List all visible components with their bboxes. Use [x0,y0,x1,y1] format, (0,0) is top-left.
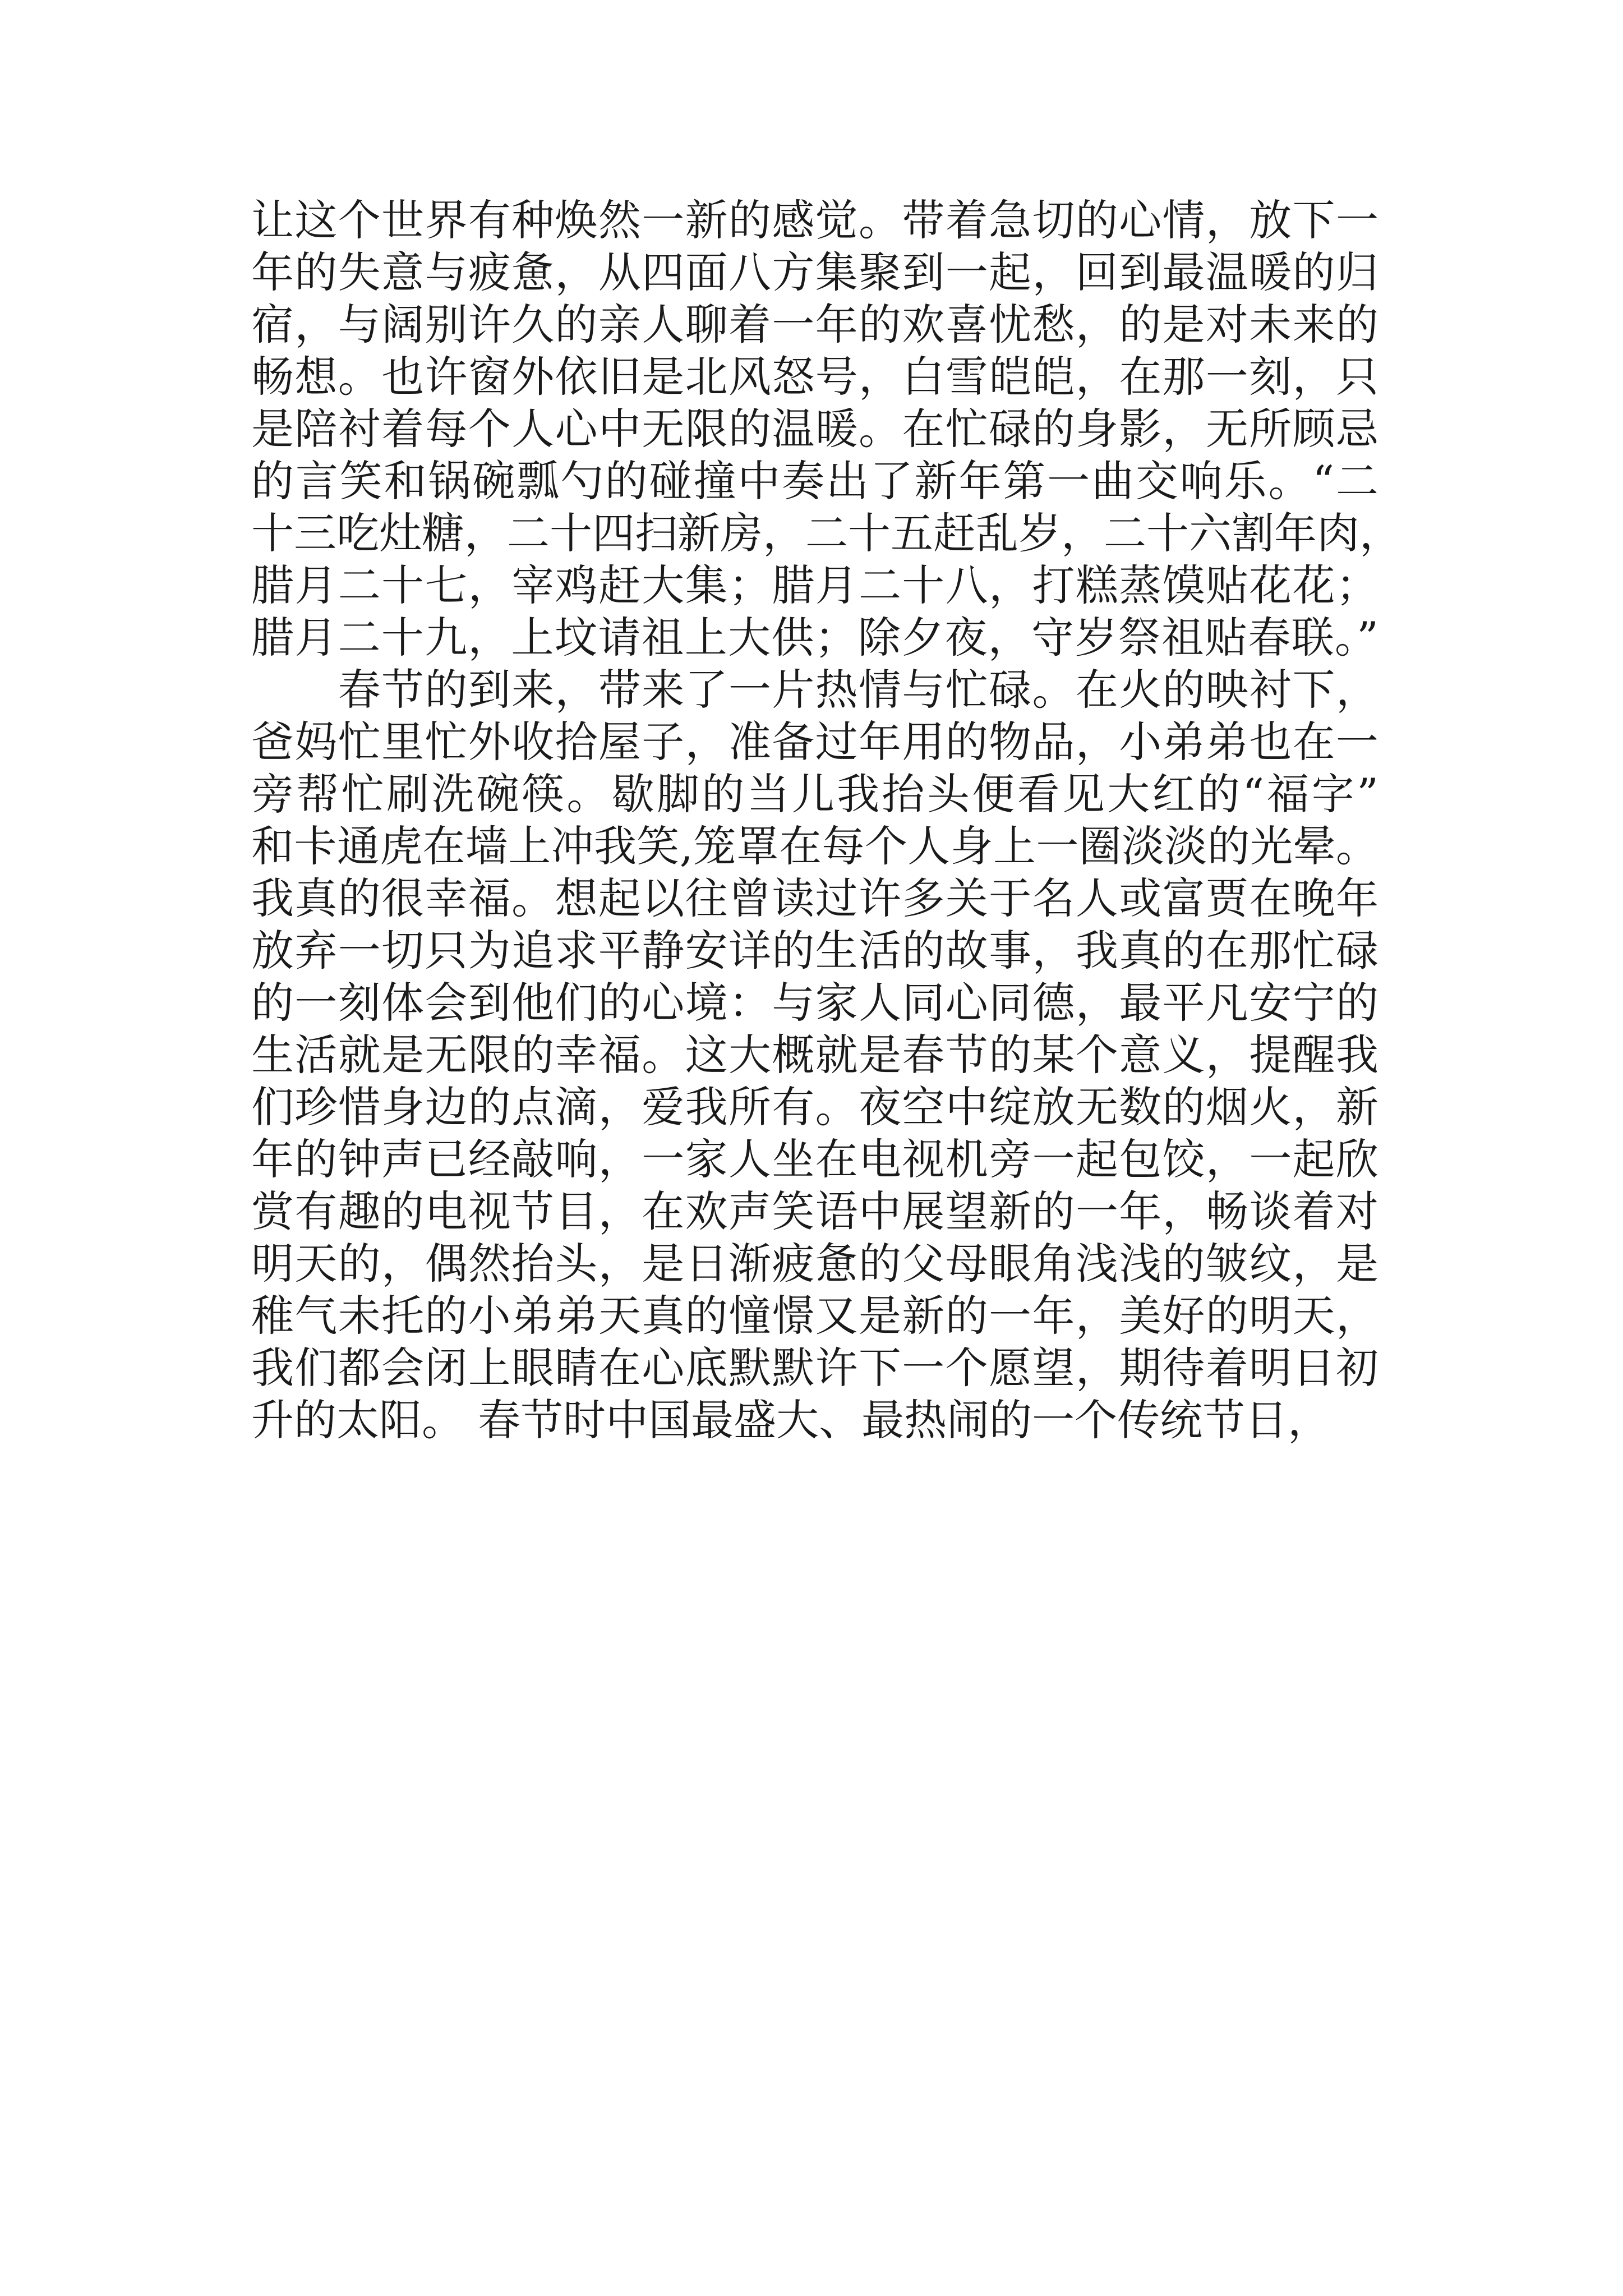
text-line: 赏有趣的电视节目，在欢声笑语中展望新的一年，畅谈着对 [251,1186,1378,1236]
text-line: 我们都会闭上眼睛在心底默默许下一个愿望，期待着明日初 [251,1343,1378,1393]
text-line: 十三吃灶糖，二十四扫新房，二十五赶乱岁，二十六割年肉， [251,508,1402,558]
text-line: 腊月二十九，上坟请祖上大供；除夕夜，守岁祭祖贴春联。” [251,613,1378,662]
text-line: 的一刻体会到他们的心境：与家人同心同德，最平凡安宁的 [251,978,1378,1028]
paragraph-start-line: 春节的到来，带来了一片热情与忙碌。在火的映衬下， [251,665,1378,715]
text-line: 我真的很幸福。想起以往曾读过许多关于名人或富贾在晚年 [251,873,1378,923]
body-text [251,194,1402,1446]
text-line: 生活就是无限的幸福。这大概就是春节的某个意义，提醒我 [251,1030,1378,1080]
text-line: 腊月二十七，宰鸡赶大集；腊月二十八，打糕蒸馍贴花花； [251,560,1378,610]
text-line: 年的钟声已经敲响，一家人坐在电视机旁一起包饺，一起欣 [251,1134,1378,1184]
text-line: 畅想。也许窗外依旧是北风怒号，白雪皑皑，在那一刻，只 [251,352,1378,402]
text-line: 宿，与阔别许久的亲人聊着一年的欢喜忧愁，的是对未来的 [251,300,1378,349]
text-line: 是陪衬着每个人心中无限的温暖。在忙碌的身影，无所顾忌 [251,404,1378,454]
text-line: 让这个世界有种焕然一新的感觉。带着急切的心情，放下一 [251,195,1378,245]
text-line: 升的太阳。 春节时中国最盛大、最热闹的一个传统节日， [251,1395,1331,1445]
text-line: 旁帮忙刷洗碗筷。歇脚的当儿我抬头便看见大红的“福字” [251,769,1378,819]
text-line: 和卡通虎在墙上冲我笑,笼罩在每个人身上一圈淡淡的光晕。 [251,821,1378,871]
text-line: 稚气未托的小弟弟天真的憧憬又是新的一年，美好的明天， [251,1291,1378,1341]
text-line: 年的失意与疲惫，从四面八方集聚到一起，回到最温暖的归 [251,247,1378,297]
text-line: 明天的，偶然抬头，是日渐疲惫的父母眼角浅浅的皱纹，是 [251,1239,1378,1289]
text-line: 的言笑和锅碗瓢勺的碰撞中奏出了新年第一曲交响乐。“二 [251,456,1378,506]
text-line: 放弃一切只为追求平静安详的生活的故事，我真的在那忙碌 [251,926,1378,976]
text-line: 们珍惜身边的点滴，爱我所有。夜空中绽放无数的烟火，新 [251,1082,1378,1132]
text-line: 爸妈忙里忙外收拾屋子，准备过年用的物品，小弟弟也在一 [251,717,1378,767]
